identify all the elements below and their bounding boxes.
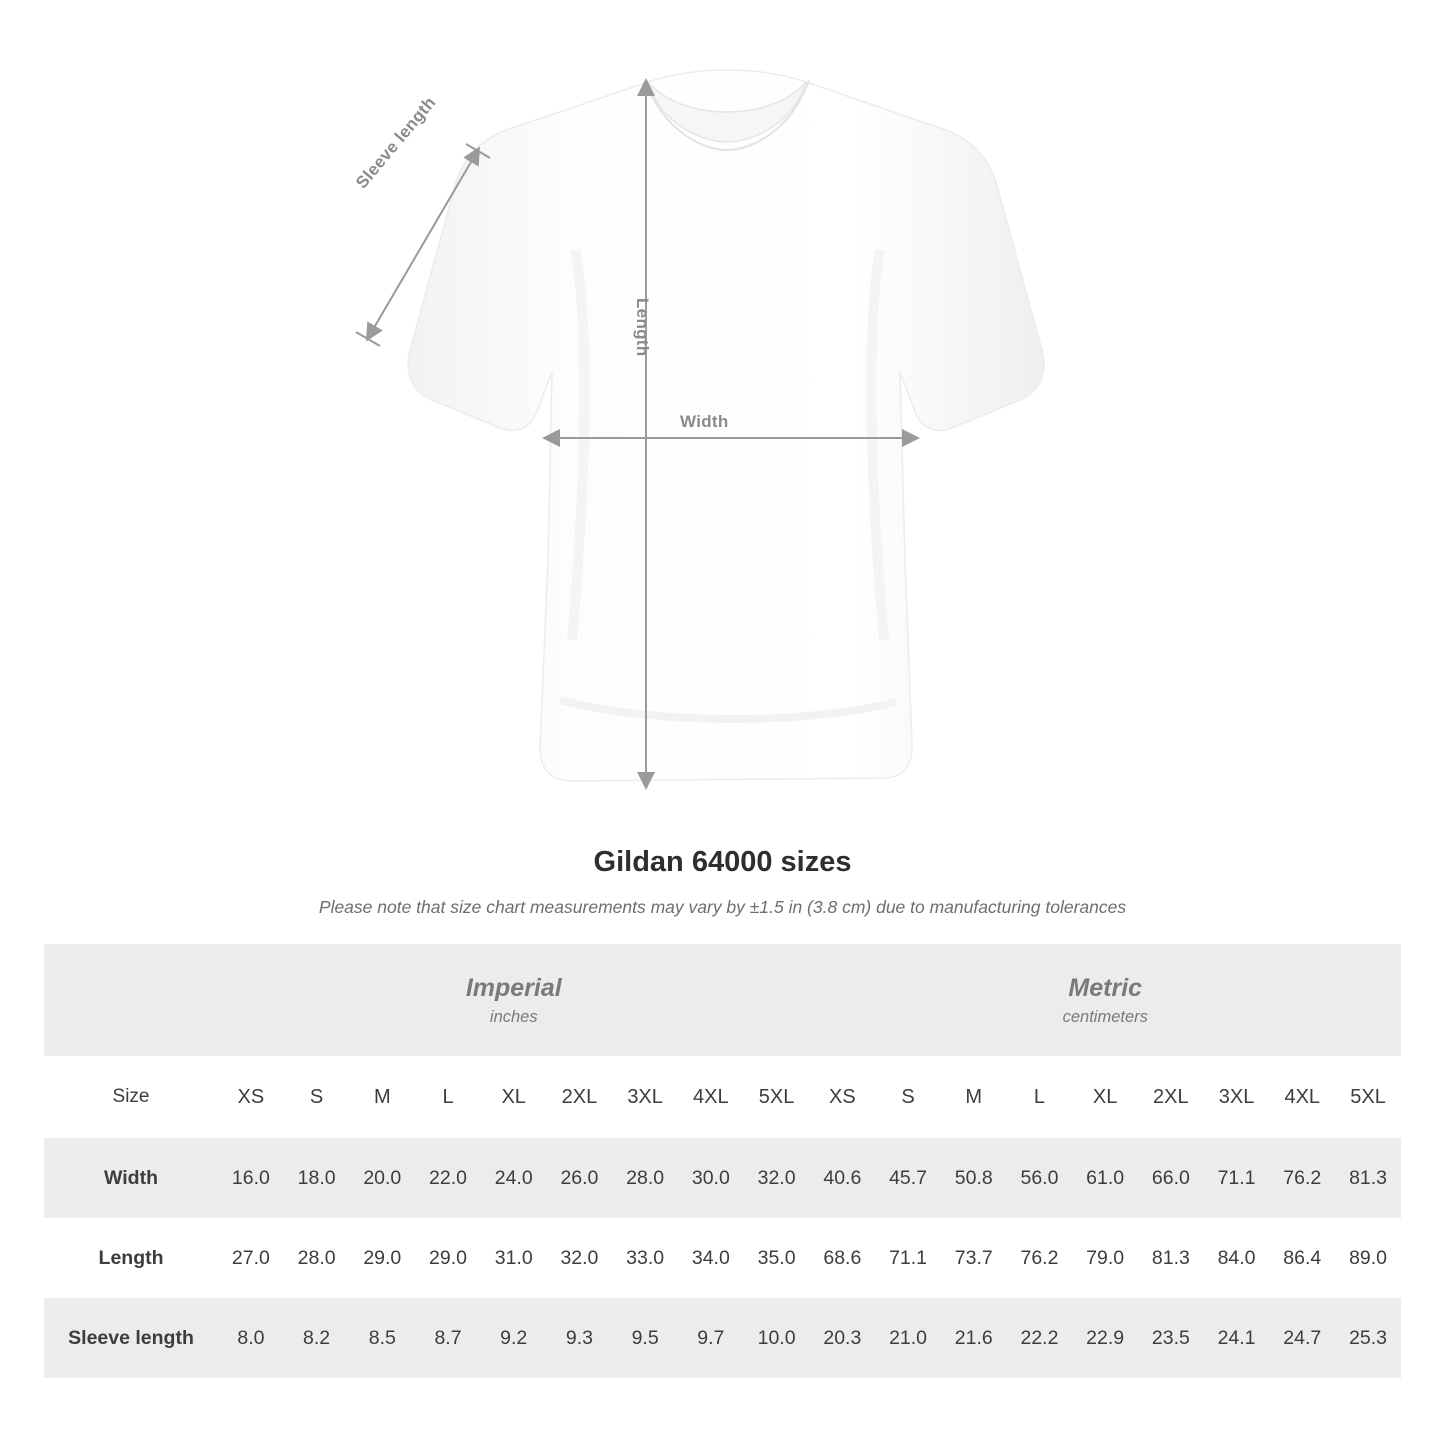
table-row: [44, 1218, 1401, 1298]
size-header-cell: XS: [809, 1056, 875, 1138]
cell: 26.0: [547, 1138, 613, 1218]
size-header-cell: 5XL: [744, 1056, 810, 1138]
table-row: [44, 1138, 1401, 1218]
size-header-cell: XL: [1072, 1056, 1138, 1138]
unit-system-name: Metric: [1068, 973, 1143, 1002]
tolerance-note: Please note that size chart measurements may vary by ±1.5 in (3.8 cm) due to manufacturing tolerances: [318, 897, 1127, 917]
size-header-cell: L: [415, 1056, 481, 1138]
size-header-cell: 3XL: [1204, 1056, 1270, 1138]
cell: 22.9: [1072, 1298, 1138, 1378]
unit-system-sub: centimeters: [1062, 1008, 1148, 1027]
row-label: Sleeve length: [44, 1298, 218, 1378]
row-label: Length: [98, 1246, 164, 1269]
row-label: Width: [44, 1138, 218, 1218]
cell: 86.4: [1283, 1246, 1322, 1269]
size-header-cell: 4XL: [1269, 1056, 1335, 1138]
cell: 21.0: [875, 1298, 941, 1378]
heading-block: [0, 846, 1445, 918]
size-header-cell: 2XL: [547, 1056, 613, 1138]
cell: 68.6: [823, 1246, 862, 1269]
size-header-row: [44, 1056, 1401, 1138]
cell: 23.5: [1138, 1298, 1204, 1378]
size-header-label: Size: [44, 1056, 218, 1138]
cell: 16.0: [218, 1138, 284, 1218]
page-title: Gildan 64000 sizes: [593, 846, 852, 878]
cell: 76.2: [1269, 1138, 1335, 1218]
cell: 8.5: [349, 1298, 415, 1378]
cell: 32.0: [560, 1246, 599, 1269]
unit-header-metric: [809, 944, 1401, 1056]
cell: 35.0: [757, 1246, 796, 1269]
size-header-cell: 2XL: [1138, 1056, 1204, 1138]
cell: 18.0: [284, 1138, 350, 1218]
unit-header-imperial: [218, 944, 809, 1056]
size-header-cell: XL: [481, 1056, 547, 1138]
cell: 20.3: [809, 1298, 875, 1378]
size-header-cell: M: [941, 1056, 1007, 1138]
sleeve-length-label: Sleeve length: [352, 93, 440, 193]
cell: 9.3: [547, 1298, 613, 1378]
cell: 84.0: [1217, 1246, 1256, 1269]
cell: 24.0: [481, 1138, 547, 1218]
unit-system-name: Imperial: [465, 973, 562, 1002]
cell: 29.0: [429, 1246, 467, 1269]
cell: 81.3: [1335, 1138, 1401, 1218]
cell: 31.0: [494, 1246, 533, 1269]
unit-header-spacer: [44, 944, 218, 1056]
cell: 32.0: [744, 1138, 810, 1218]
size-table: [44, 944, 1401, 1378]
cell: 29.0: [363, 1246, 402, 1269]
cell: 9.2: [481, 1298, 547, 1378]
width-label: Width: [680, 412, 729, 431]
size-header-cell: L: [1007, 1056, 1073, 1138]
cell: 9.7: [678, 1298, 744, 1378]
cell: 8.2: [284, 1298, 350, 1378]
cell: 24.7: [1269, 1298, 1335, 1378]
cell: 89.0: [1349, 1246, 1388, 1269]
cell: 8.0: [218, 1298, 284, 1378]
cell: 73.7: [954, 1246, 993, 1269]
cell: 79.0: [1086, 1246, 1125, 1269]
cell: 21.6: [941, 1298, 1007, 1378]
cell: 10.0: [744, 1298, 810, 1378]
cell: 22.2: [1007, 1298, 1073, 1378]
cell: 24.1: [1204, 1298, 1270, 1378]
cell: 45.7: [875, 1138, 941, 1218]
size-header-cell: 5XL: [1335, 1056, 1401, 1138]
size-header-cell: S: [284, 1056, 350, 1138]
table-row: [44, 1298, 1401, 1378]
cell: 66.0: [1138, 1138, 1204, 1218]
cell: 76.2: [1020, 1246, 1059, 1269]
size-header-cell: M: [349, 1056, 415, 1138]
cell: 9.5: [612, 1298, 678, 1378]
cell: 28.0: [612, 1138, 678, 1218]
cell: 33.0: [626, 1246, 665, 1269]
cell: 8.7: [415, 1298, 481, 1378]
cell: 27.0: [231, 1246, 270, 1269]
size-header-cell: 3XL: [612, 1056, 678, 1138]
cell: 30.0: [678, 1138, 744, 1218]
cell: 81.3: [1151, 1246, 1190, 1269]
cell: 56.0: [1007, 1138, 1073, 1218]
cell: 50.8: [941, 1138, 1007, 1218]
size-header-cell: 4XL: [678, 1056, 744, 1138]
cell: 71.1: [1204, 1138, 1270, 1218]
cell: 71.1: [889, 1246, 928, 1269]
cell: 25.3: [1335, 1298, 1401, 1378]
cell: 40.6: [809, 1138, 875, 1218]
cell: 61.0: [1072, 1138, 1138, 1218]
unit-header-row: [44, 944, 1401, 1056]
length-label: Length: [633, 298, 652, 357]
unit-system-sub: inches: [489, 1008, 538, 1027]
cell: 22.0: [415, 1138, 481, 1218]
cell: 34.0: [691, 1246, 730, 1269]
cell: 28.0: [297, 1246, 336, 1269]
size-header-cell: S: [875, 1056, 941, 1138]
size-header-cell: XS: [218, 1056, 284, 1138]
size-table-wrapper: [44, 944, 1401, 1378]
cell: 20.0: [349, 1138, 415, 1218]
